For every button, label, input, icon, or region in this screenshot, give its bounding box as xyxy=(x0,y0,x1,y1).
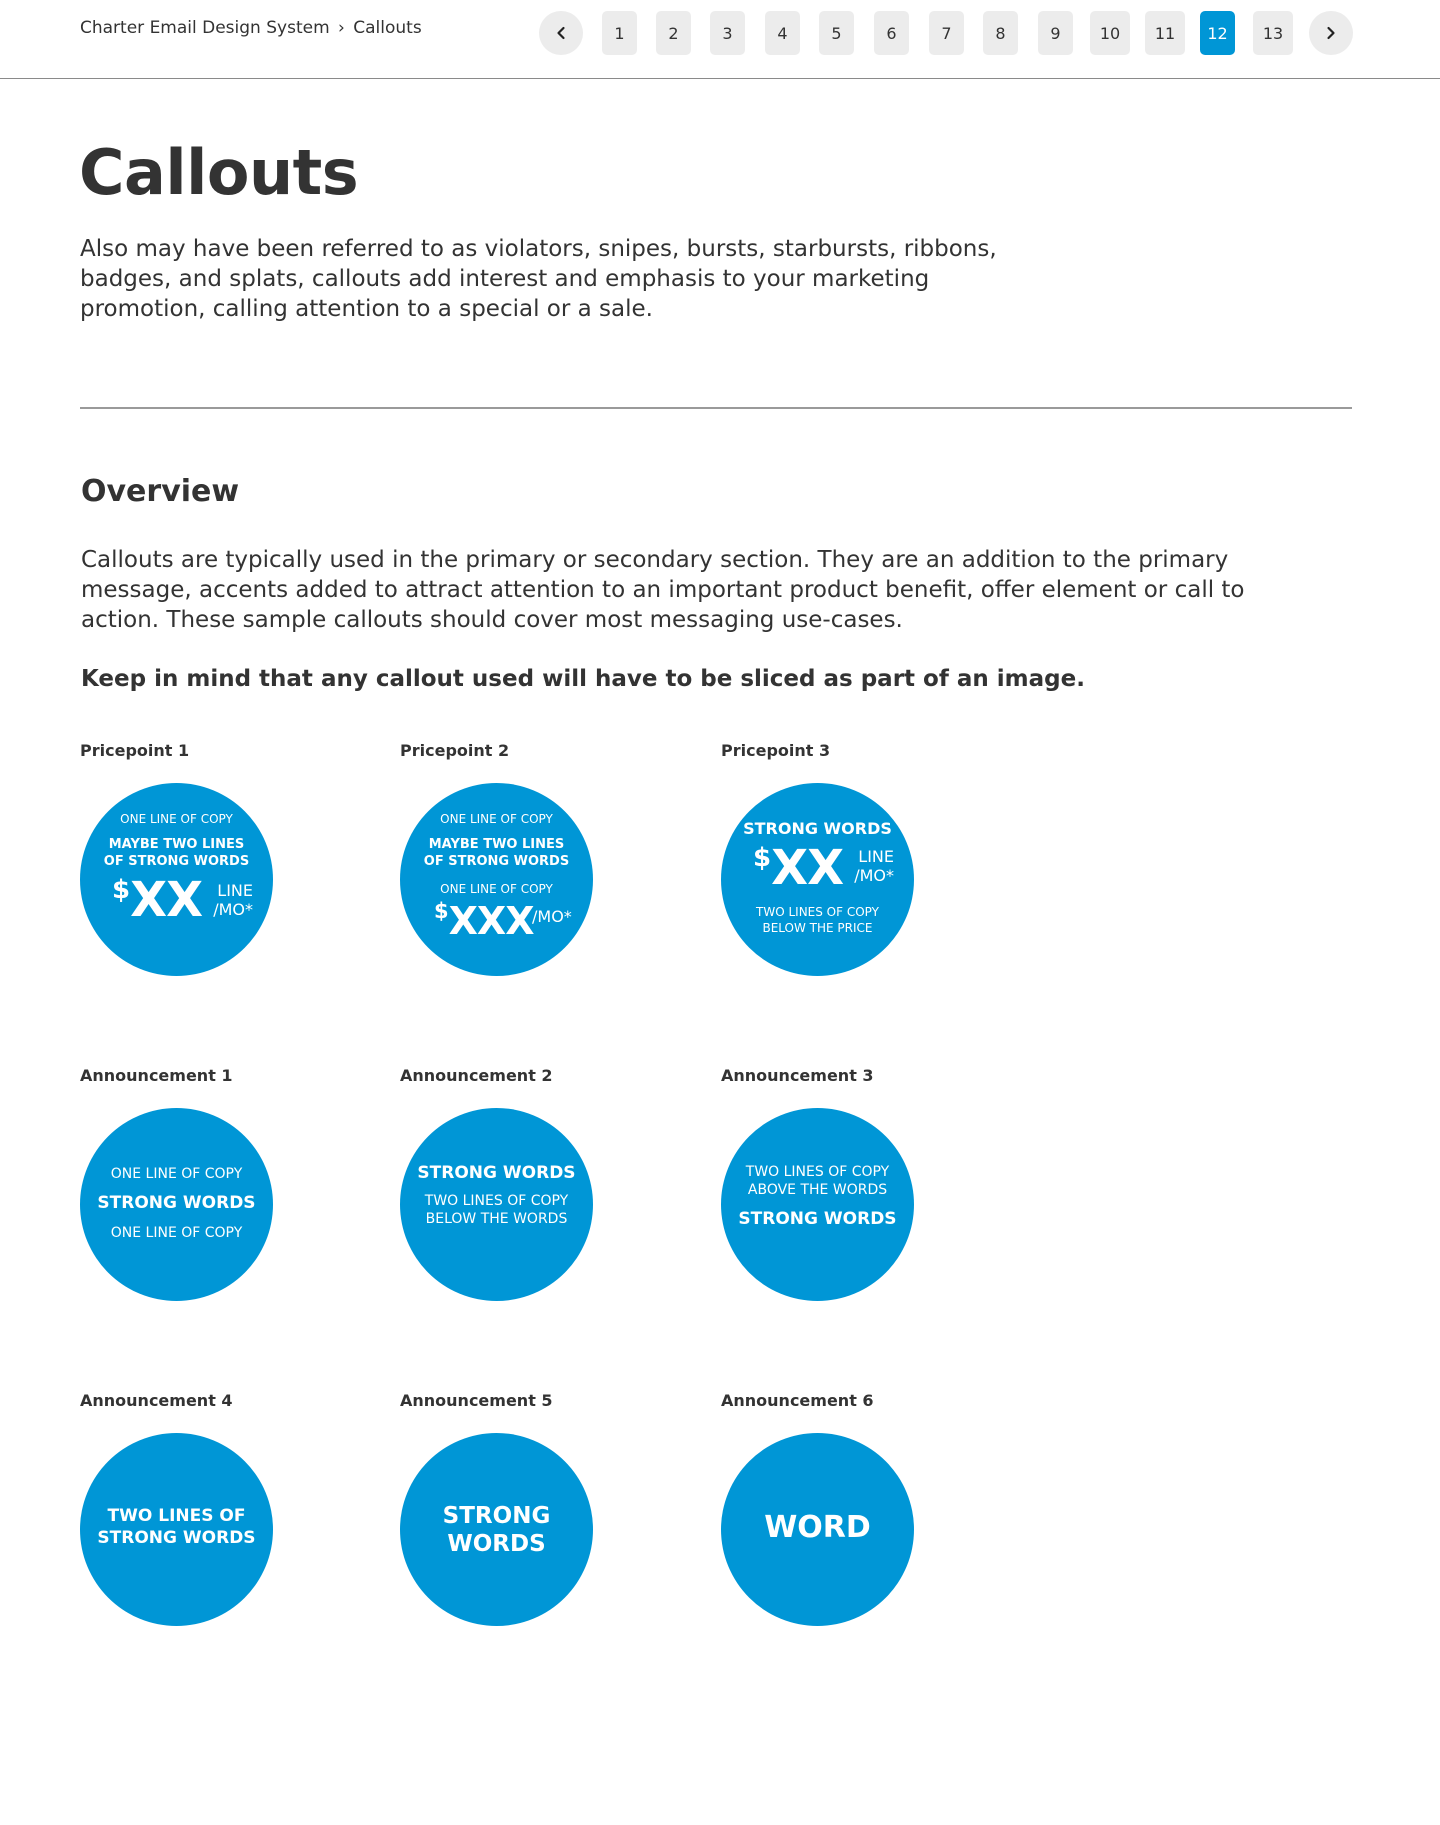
price-unit-period: /MO* xyxy=(532,907,572,926)
page-title: Callouts xyxy=(79,136,359,209)
announcement-1-callout xyxy=(80,1108,273,1301)
callout-price xyxy=(753,840,844,896)
pagination-page-5[interactable]: 5 xyxy=(819,11,854,55)
callout-copy-line: ONE LINE OF COPY xyxy=(120,812,233,826)
callout-copy-line: TWO LINES OF COPY xyxy=(745,1164,890,1180)
callout-strong-line: MAYBE TWO LINES xyxy=(428,837,565,852)
announcement-3-label: Announcement 3 xyxy=(721,1066,874,1085)
callout-copy-line: BELOW THE WORDS xyxy=(425,1211,568,1227)
pricepoint-3-label: Pricepoint 3 xyxy=(721,741,831,760)
pagination-page-12[interactable]: 12 xyxy=(1200,11,1235,55)
breadcrumb-root-link[interactable]: Charter Email Design System xyxy=(80,18,330,38)
callout-copy-line: ONE LINE OF COPY xyxy=(110,1225,243,1241)
announcement-6-callout xyxy=(721,1433,914,1626)
price-unit-period: /MO* xyxy=(213,900,253,919)
pagination-next-button[interactable] xyxy=(1309,11,1353,55)
breadcrumb-current: Callouts xyxy=(353,18,422,38)
price-unit xyxy=(854,847,894,885)
announcement-1-label: Announcement 1 xyxy=(80,1066,233,1085)
pricepoint-2-callout xyxy=(400,783,593,976)
callout-copy-line: ONE LINE OF COPY xyxy=(440,812,553,826)
callout-strong-line: STRONG WORDS xyxy=(738,1209,897,1229)
callout-strong-line: STRONG WORDS xyxy=(417,1163,576,1183)
pricepoint-2-label: Pricepoint 2 xyxy=(400,741,510,760)
announcement-4-callout xyxy=(80,1433,273,1626)
callout-strong-line: WORD xyxy=(764,1510,871,1545)
callout-strong-line: TWO LINES OF xyxy=(107,1506,246,1526)
callout-strong-line: STRONG WORDS xyxy=(97,1193,256,1213)
callout-price xyxy=(434,899,534,943)
pagination-page-10[interactable]: 10 xyxy=(1090,11,1130,55)
pagination-page-6[interactable]: 6 xyxy=(874,11,909,55)
price-unit-period: /MO* xyxy=(854,866,894,885)
callout-copy-line: BELOW THE PRICE xyxy=(762,921,873,935)
announcement-2-callout xyxy=(400,1108,593,1301)
announcement-4-label: Announcement 4 xyxy=(80,1391,233,1410)
pagination-page-11[interactable]: 11 xyxy=(1145,11,1185,55)
callout-copy-line: TWO LINES OF COPY xyxy=(756,905,879,919)
announcement-5-callout xyxy=(400,1433,593,1626)
top-bar xyxy=(0,0,1440,79)
price-dollar-sign: $ xyxy=(753,843,772,873)
overview-note: Keep in mind that any callout used will have to be sliced as part of an image. xyxy=(81,666,1085,692)
callout-strong-line: OF STRONG WORDS xyxy=(423,854,570,869)
callout-price xyxy=(112,872,203,928)
price-amount: XX xyxy=(771,840,844,896)
pricepoint-1-callout xyxy=(80,783,273,976)
pricepoint-3-callout xyxy=(721,783,914,976)
section-divider xyxy=(80,407,1352,409)
pagination-prev-button[interactable] xyxy=(539,11,583,55)
price-amount: XX xyxy=(130,872,203,928)
pagination-page-2[interactable]: 2 xyxy=(656,11,691,55)
chevron-right-icon xyxy=(1323,25,1339,41)
announcement-2-label: Announcement 2 xyxy=(400,1066,553,1085)
price-unit xyxy=(532,907,572,926)
breadcrumb xyxy=(80,18,422,38)
overview-title: Overview xyxy=(81,474,240,509)
pagination-page-8[interactable]: 8 xyxy=(983,11,1018,55)
chevron-left-icon xyxy=(553,25,569,41)
announcement-5-label: Announcement 5 xyxy=(400,1391,553,1410)
callout-copy-line: ABOVE THE WORDS xyxy=(747,1182,888,1198)
callout-strong-line: WORDS xyxy=(447,1531,546,1557)
announcement-6-label: Announcement 6 xyxy=(721,1391,874,1410)
callout-strong-line: STRONG xyxy=(442,1503,551,1529)
pagination-page-9[interactable]: 9 xyxy=(1038,11,1073,55)
pagination-page-13[interactable]: 13 xyxy=(1253,11,1293,55)
announcement-3-callout xyxy=(721,1108,914,1301)
price-amount: XXX xyxy=(448,899,534,943)
pagination-page-3[interactable]: 3 xyxy=(710,11,745,55)
callout-strong-line: STRONG WORDS xyxy=(743,819,892,838)
price-dollar-sign: $ xyxy=(112,875,131,905)
price-unit-line: LINE xyxy=(217,881,253,900)
pagination-page-1[interactable]: 1 xyxy=(602,11,637,55)
price-dollar-sign: $ xyxy=(434,899,449,923)
callout-copy-line: ONE LINE OF COPY xyxy=(440,882,553,896)
callout-strong-line: MAYBE TWO LINES xyxy=(108,837,245,852)
overview-text: Callouts are typically used in the primary or secondary section. They are an addition to the primary message, accents added to attract attention to an important product benefit, offer element or call to action. These sample callouts should cover most messaging use-cases. xyxy=(81,547,1245,633)
pagination-page-7[interactable]: 7 xyxy=(929,11,964,55)
pagination-page-4[interactable]: 4 xyxy=(765,11,800,55)
page-intro: Also may have been referred to as violators, snipes, bursts, starbursts, ribbons, badges, and splats, callouts add interest and emphasis to your marketing promotion, calling attention to a special or a sale. xyxy=(80,236,997,322)
callout-copy-line: TWO LINES OF COPY xyxy=(424,1193,569,1209)
price-unit xyxy=(213,881,253,919)
callout-strong-line: STRONG WORDS xyxy=(97,1528,256,1548)
price-unit-line: LINE xyxy=(858,847,894,866)
callout-copy-line: ONE LINE OF COPY xyxy=(110,1166,243,1182)
breadcrumb-separator: › xyxy=(338,18,345,38)
callout-strong-line: OF STRONG WORDS xyxy=(103,854,250,869)
pricepoint-1-label: Pricepoint 1 xyxy=(80,741,190,760)
